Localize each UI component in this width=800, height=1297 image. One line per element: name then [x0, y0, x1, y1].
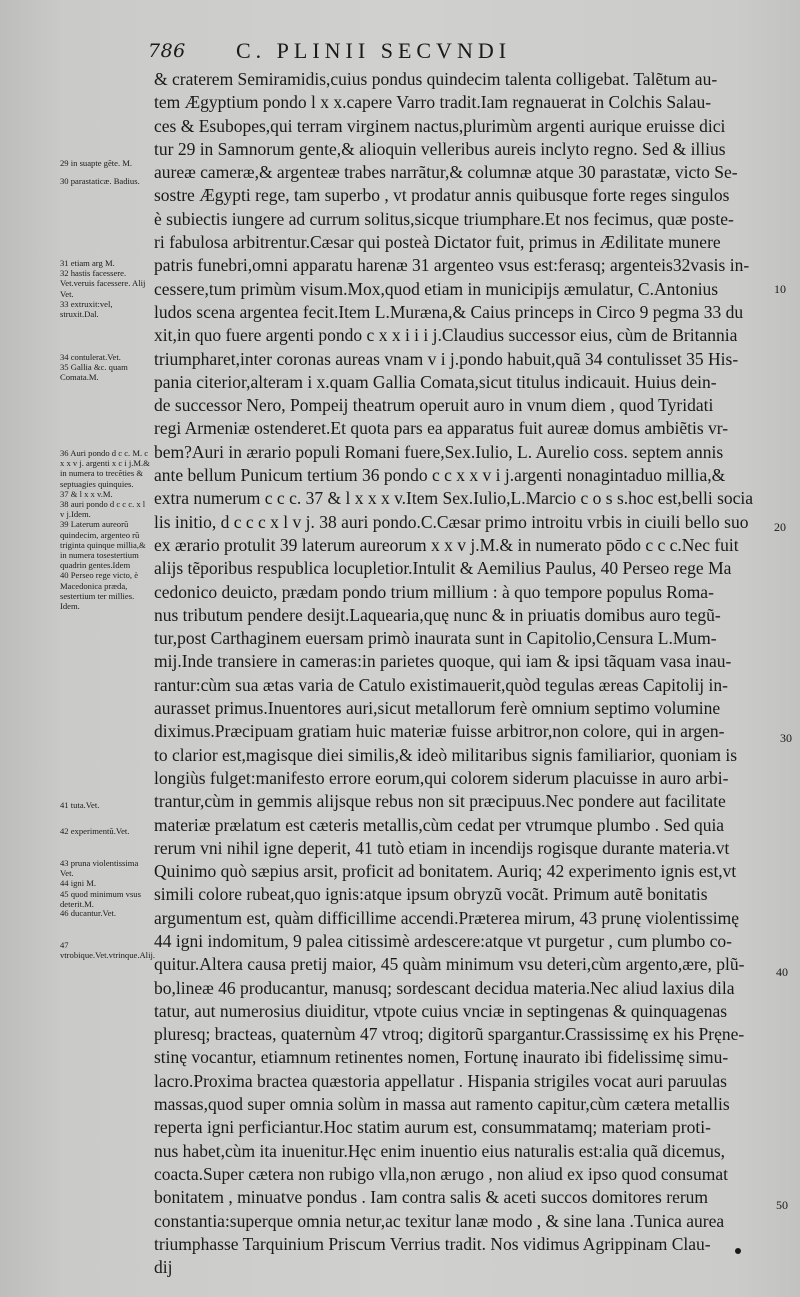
text-line: triumphasse Tarquinium Priscum Verrius tradit. Nos vidimus Agrippinam Clau-	[154, 1233, 711, 1254]
text-line: aurasset primus.Inuentores auri,sicut metallorum ferè omnium septimo volumine	[154, 698, 721, 719]
text-line: alijs tẽporibus respublica locupletior.Intulit & Aemilius Paulus, 40 Perseo rege Ma	[154, 558, 732, 579]
margin-note: 41 tuta.Vet.	[60, 800, 100, 810]
text-line: tur,post Carthaginem euersam primò inaurata sunt in Capitolio,Censura L.Mum-	[154, 628, 717, 649]
line-number: 20	[774, 520, 786, 534]
margin-note: 47 vtrobique.Vet.vtrinque.Alij.	[60, 940, 155, 961]
line-number: 10	[774, 282, 786, 296]
text-line: massas,quod super omnia solùm in massa aut ramento capitur,cùm cætera metallis	[154, 1094, 730, 1115]
page-number: 786	[148, 40, 186, 62]
text-line: mij.Inde transiere in cameras:in parietes quoque, qui iam & ipsi tãquam vasa inau-	[154, 651, 732, 672]
text-line: bo,lineæ 46 producantur, manusq; sordescant decidua materia.Nec aliud laxius dila	[154, 977, 735, 998]
margin-note: 36 Auri pondo d c c. M. c x x v j. argenti x c i j.M.& in numera to trecẽties & septuagies quinquies. 37 & l x x v.M. 38 auri pondo d c c c. x l v j.Idem. 39 Laterum aureorũ quindecim, argenteo rũ triginta quinque millia,& in numera tosestertium quadrin gentes.Idem 40 Perseo rege victo, è Macedonica præda, sestertium ter millies. Idem.	[60, 448, 150, 612]
text-line: reperta igni perficiantur.Hoc statim aurum est, consummatamq; materiam proti-	[154, 1117, 711, 1138]
margin-note: 29 in suapte gẽte. M.	[60, 158, 133, 168]
text-line: trantur,cùm in gemmis alijsque rebus non sit præcipuus.Nec pondere aut facilitate	[154, 791, 726, 812]
text-line: triumpharet,inter coronas aureas vnam v i j.pondo habuit,quã 34 contulisset 35 His-	[154, 348, 739, 369]
text-line: stinę vocantur, etiamnum retinentes nomen, Fortunę inaurato ibi fidelissimę simu-	[154, 1047, 729, 1068]
text-line: ante bellum Punicum tertium 36 pondo c c x x v i j.argenti nonagintaduo millia,&	[154, 465, 726, 486]
line-number: 40	[776, 965, 788, 979]
margin-note: 31 etiam arg M. 32 hastis facessere. Vet.veruis facessere. Alij Vet. 33 extruxit:vel, struxit.Dal.	[60, 258, 146, 320]
text-line: dij	[154, 1257, 173, 1278]
margin-note: 30 parastaticæ. Badius.	[60, 176, 140, 186]
main-text-column	[154, 68, 754, 1279]
text-line: longiùs fulget:manifesto errore eorum,qui colorem siderum placuisse in auro arbi-	[154, 767, 729, 788]
text-line: nus habet,cùm ita inuenitur.Hęc enim inuentio eius naturalis est:alia quã dicemus,	[154, 1140, 726, 1161]
text-line: & craterem Semiramidis,cuius pondus quindecim talenta colligebat. Talẽtum au-	[154, 69, 718, 89]
ink-dot	[735, 1248, 741, 1254]
text-line: de successor Nero, Pompeij theatrum operuit auro in vnum diem , quod Tyridati	[154, 395, 714, 416]
text-line: Quinimo quò sæpius arsit, proficit ad bonitatem. Auriq; 42 experimento ignis est,vt	[154, 861, 737, 882]
text-line: cedonico deuicto, prædam pondo trium millium : à quo tempore populus Roma-	[154, 581, 714, 602]
text-line: ex ærario protulit 39 laterum aureorum x x v j.M.& in numerato pōdo c c c.Nec fuit	[154, 534, 739, 555]
text-line: nus tributum pendere desijt.Laquearia,quę nunc & in priuatis domibus auro tegũ-	[154, 604, 721, 625]
text-line: quitur.Altera causa pretij maior, 45 quàm minimum vsu deteri,cùm argento,ære, plũ-	[154, 954, 745, 975]
text-line: bem?Auri in ærario populi Romani fuere,Sex.Iulio, L. Aurelio coss. septem annis	[154, 441, 724, 462]
text-line: lis initio, d c c c x l v j. 38 auri pondo.C.Cæsar primo introitu vrbis in ciuili bello suo	[154, 511, 749, 532]
text-line: bonitatem , minuatve pondus . Iam contra salis & aceti succos domitores rerum	[154, 1187, 709, 1208]
text-line: regi Armeniæ ostenderet.Et quota pars ea apparatus fuit aureæ domus ambiẽtis vr-	[154, 418, 729, 439]
margin-note: 42 experimentũ.Vet.	[60, 826, 130, 836]
text-line: argumentum est, quàm difficillime accendi.Præterea mirum, 43 prunę violentissimę	[154, 907, 739, 928]
text-line: cessere,tum primùm visum.Mox,quod etiam in municipijs æmulatur, C.Antonius	[154, 278, 719, 299]
line-number: 50	[776, 1198, 788, 1212]
text-line: sostre Ægypti rege, tam superbo , vt prodatur annis quibusque forte reges singulos	[154, 185, 730, 206]
margin-note: 46 ducantur.Vet.	[60, 908, 117, 918]
text-line: tem Ægyptium pondo l x x.capere Varro tradit.Iam regnauerat in Colchis Salau-	[154, 92, 712, 113]
text-line: aureæ cameræ,& argenteæ trabes narrãtur,& columnæ atque 30 parastatæ, victo Se-	[154, 162, 738, 183]
text-line: patris funebri,omni apparatu harenæ 31 argenteo vsus est:ferasq; argenteis32vasis in-	[154, 255, 750, 276]
text-line: coacta.Super cætera non rubigo vlla,non ærugo , non aliud ex ipso quod consumat	[154, 1163, 728, 1184]
running-head: C. PLINII SECVNDI	[236, 38, 512, 63]
text-line: ces & Esubopes,qui terram virginem nactus,plurimùm argenti aurique eruisse dici	[154, 115, 726, 136]
line-number: 30	[780, 731, 792, 745]
text-line: pluresq; bracteas, quaternùm 47 vtroq; digitorũ spargantur.Crassissimę ex his Pręne-	[154, 1024, 745, 1045]
text-line: ri fabulosa arbitrentur.Cæsar qui posteà Dictator fuit, primus in Ædilitate munere	[154, 232, 721, 253]
text-line: diximus.Præcipuam gratiam huic materiæ fuisse arbitror,non colore, qui in argen-	[154, 721, 725, 742]
text-line: 44 igni indomitum, 9 palea citissimè ardescere:atque vt purgetur , cum plumbo co-	[154, 930, 733, 951]
text-line: rantur:cùm sua ætas varia de Catulo existimauerit,quòd tegulas æreas Capitolij in-	[154, 674, 728, 695]
text-line: è subiectis iungere ad currum solitus,sicque triumphare.Et nos fecimus, quæ poste-	[154, 208, 734, 229]
text-line: lacro.Proxima bractea quæstoria appellatur . Hispania strigiles vocat auri paruulas	[154, 1070, 727, 1091]
text-line: tur 29 in Samnorum gente,& alioquin velleribus aureis inclyto regno. Sed & illius	[154, 138, 726, 159]
text-line: to clarior est,magisque diei similis,& ideò militaribus signis familiarior, quoniam is	[154, 744, 738, 765]
text-line: rerum vni nihil igne deperit, 41 tutò etiam in incendijs rogisque durante materia.vt	[154, 837, 730, 858]
text-line: materiæ prælatum est cæteris metallis,cùm cedat per vtrumque plumbo . Sed quia	[154, 814, 725, 835]
text-line: simili colore rubeat,quo ignis:atque ipsum obryzũ vocãt. Primum autẽ bonitatis	[154, 884, 708, 905]
text-line: tatur, aut numerosius diuiditur, vtpote cuius vnciæ in septingenas & quinquagenas	[154, 1000, 728, 1021]
text-line: pania citerior,alteram i x.quam Gallia Comata,sicut titulus indicauit. Huius dein-	[154, 371, 717, 392]
text-line: ludos scena argentea fecit.Item L.Muræna,& Caius princeps in Circo 9 pegma 33 du	[154, 301, 744, 322]
margin-note: 34 contulerat.Vet. 35 Gallia &c. quam Comata.M.	[60, 352, 128, 383]
text-line: xit,in quo fuere argenti pondo c x x i i i j.Claudius successor eius, cùm de Britannia	[154, 325, 738, 346]
margin-note: 43 pruna violentissima Vet. 44 igni M. 45 quod minimum vsus deterit.M.	[60, 858, 141, 909]
text-line: extra numerum c c c. 37 & l x x x v.Item Sex.Iulio,L.Marcio c o s s.hoc est,belli socia	[154, 488, 754, 509]
text-line: constantia:superque omnia netur,ac texitur lanæ modo , & sine lana .Tunica aurea	[154, 1210, 725, 1231]
